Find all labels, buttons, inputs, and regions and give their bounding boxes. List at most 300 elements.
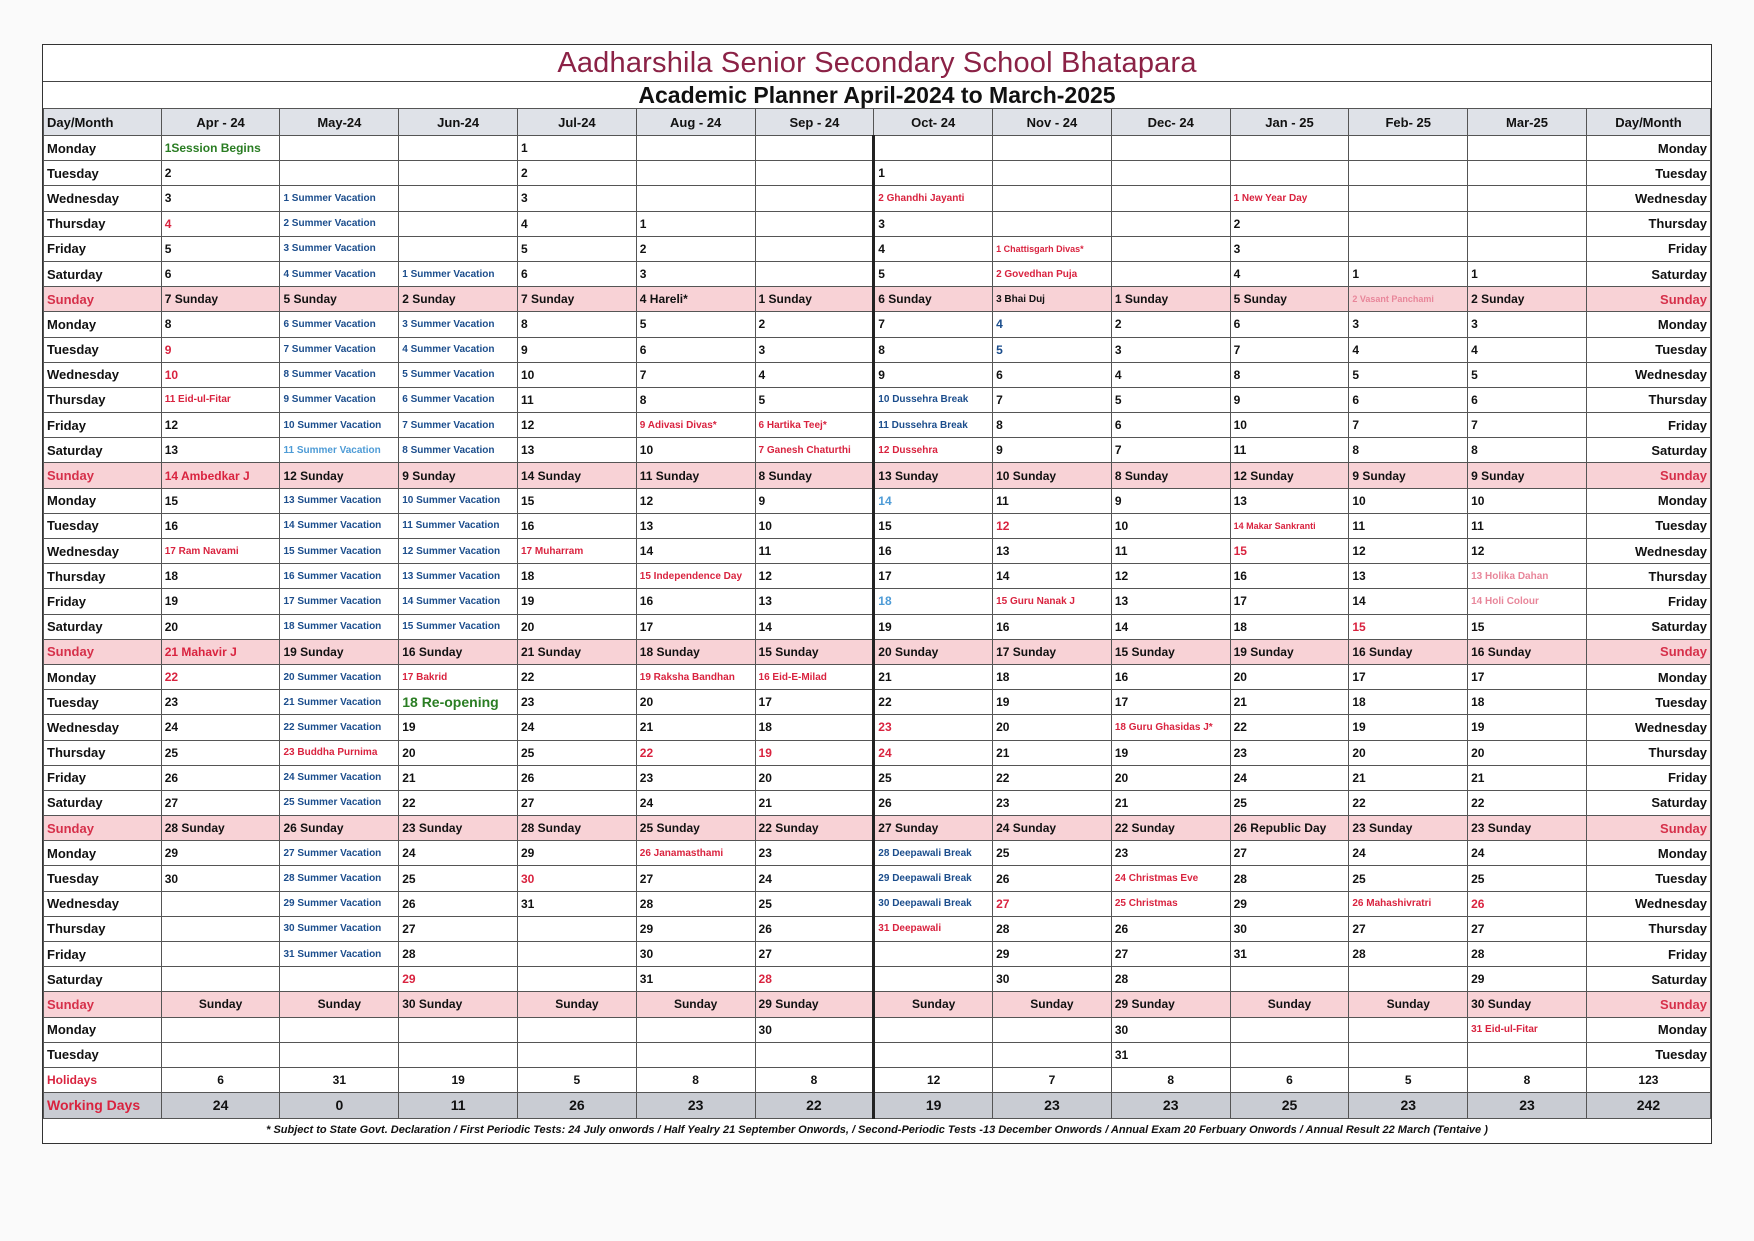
day-cell: [636, 136, 755, 161]
day-cell: 28 Sunday: [161, 816, 280, 841]
day-cell: 28 Deepawali Break: [874, 841, 993, 866]
day-cell: 3 Bhai Duj: [993, 287, 1112, 312]
school-title: Aadharshila Senior Secondary School Bhatapara: [43, 45, 1711, 82]
day-cell: 31 Deepawali: [874, 916, 993, 941]
day-cell: 30: [1111, 1017, 1230, 1042]
day-cell: 7: [1468, 413, 1587, 438]
day-cell: [1111, 136, 1230, 161]
header-row: [44, 109, 1711, 136]
day-cell: 26: [755, 916, 874, 941]
day-cell: 11 Summer Vacation: [399, 513, 518, 538]
day-cell: 9: [755, 488, 874, 513]
day-cell: 31 Eid-ul-Fitar: [1468, 1017, 1587, 1042]
planner-row: [44, 337, 1711, 362]
day-cell: 12: [1349, 539, 1468, 564]
day-cell: 23: [1230, 740, 1349, 765]
day-cell: 30: [1230, 916, 1349, 941]
day-cell: 19: [993, 690, 1112, 715]
day-label-right: Thursday: [1586, 564, 1710, 589]
day-cell: 5: [1111, 387, 1230, 412]
day-cell: 7 Ganesh Chaturthi: [755, 438, 874, 463]
working-days-row-label: Working Days: [44, 1092, 162, 1118]
day-cell: 9 Summer Vacation: [280, 387, 399, 412]
day-cell: 8: [1468, 438, 1587, 463]
day-cell: 17: [1111, 690, 1230, 715]
planner-row: [44, 136, 1711, 161]
day-cell: [399, 186, 518, 211]
day-cell: 15: [518, 488, 637, 513]
day-cell: 21: [993, 740, 1112, 765]
day-cell: 26: [993, 866, 1112, 891]
day-cell: 23 Sunday: [1468, 816, 1587, 841]
day-label-right: Tuesday: [1586, 513, 1710, 538]
day-cell: [1111, 186, 1230, 211]
day-label-right: Saturday: [1586, 967, 1710, 992]
day-cell: 6: [161, 261, 280, 286]
day-cell: 5: [518, 236, 637, 261]
planner-row: [44, 1042, 1711, 1067]
day-cell: 12: [1468, 539, 1587, 564]
planner-row: [44, 639, 1711, 664]
day-cell: 31: [636, 967, 755, 992]
planner-row: [44, 161, 1711, 186]
day-label: Wednesday: [44, 715, 162, 740]
day-cell: 21: [399, 765, 518, 790]
planner-row: [44, 740, 1711, 765]
day-label-right: Saturday: [1586, 790, 1710, 815]
working-days-row-value: 24: [161, 1092, 280, 1118]
day-label-right: Monday: [1586, 312, 1710, 337]
month-header: Aug - 24: [636, 109, 755, 136]
day-cell: [399, 1042, 518, 1067]
holidays-row-value: 8: [755, 1067, 874, 1092]
holidays-row-value: 5: [1349, 1067, 1468, 1092]
day-cell: 1 Chattisgarh Divas*: [993, 236, 1112, 261]
day-cell: [1111, 261, 1230, 286]
month-header: Dec- 24: [1111, 109, 1230, 136]
day-cell: 14: [755, 614, 874, 639]
day-cell: 14 Summer Vacation: [280, 513, 399, 538]
day-cell: 12: [161, 413, 280, 438]
day-label: Saturday: [44, 261, 162, 286]
day-cell: 17 Ram Navami: [161, 539, 280, 564]
planner-row: [44, 715, 1711, 740]
day-cell: 7: [993, 387, 1112, 412]
day-cell: 18: [161, 564, 280, 589]
day-cell: [399, 211, 518, 236]
day-cell: 10: [518, 362, 637, 387]
day-cell: 21: [1111, 790, 1230, 815]
day-label: Wednesday: [44, 891, 162, 916]
day-cell: 7: [1349, 413, 1468, 438]
day-cell: 1Session Begins: [161, 136, 280, 161]
day-cell: 16 Summer Vacation: [280, 564, 399, 589]
day-cell: 8: [518, 312, 637, 337]
day-cell: 13: [636, 513, 755, 538]
day-cell: 28 Sunday: [518, 816, 637, 841]
day-cell: 23: [518, 690, 637, 715]
day-cell: 27: [755, 942, 874, 967]
day-cell: 8 Summer Vacation: [399, 438, 518, 463]
day-cell: 26 Janamasthami: [636, 841, 755, 866]
day-cell: [1230, 967, 1349, 992]
day-label-right: Saturday: [1586, 438, 1710, 463]
day-cell: 4: [518, 211, 637, 236]
day-label-right: Friday: [1586, 589, 1710, 614]
day-cell: 1: [1468, 261, 1587, 286]
day-cell: 16: [161, 513, 280, 538]
day-cell: 4: [755, 362, 874, 387]
day-cell: 17 Summer Vacation: [280, 589, 399, 614]
day-cell: 27: [1111, 942, 1230, 967]
day-cell: 5 Sunday: [280, 287, 399, 312]
day-cell: [1111, 236, 1230, 261]
day-cell: 29 Sunday: [1111, 992, 1230, 1017]
planner-row: [44, 287, 1711, 312]
day-label-right: Saturday: [1586, 614, 1710, 639]
day-cell: [280, 161, 399, 186]
day-cell: 29: [1468, 967, 1587, 992]
planner-row: [44, 841, 1711, 866]
planner-row: [44, 438, 1711, 463]
day-cell: 20: [755, 765, 874, 790]
day-cell: [1230, 1017, 1349, 1042]
day-cell: 26: [874, 790, 993, 815]
working-days-row-value: 19: [874, 1092, 993, 1118]
day-cell: 21: [755, 790, 874, 815]
day-cell: 26 Sunday: [280, 816, 399, 841]
day-cell: 24 Sunday: [993, 816, 1112, 841]
day-cell: 30 Deepawali Break: [874, 891, 993, 916]
day-label: Thursday: [44, 740, 162, 765]
day-cell: 3: [161, 186, 280, 211]
day-cell: [1230, 161, 1349, 186]
day-cell: 30: [993, 967, 1112, 992]
day-cell: 13: [755, 589, 874, 614]
day-label-right: Sunday: [1586, 992, 1710, 1017]
day-cell: 23: [636, 765, 755, 790]
day-cell: [1349, 1042, 1468, 1067]
day-cell: 5: [874, 261, 993, 286]
day-cell: 16 Sunday: [1349, 639, 1468, 664]
header-day-month-left: Day/Month: [44, 109, 162, 136]
day-cell: 13 Sunday: [874, 463, 993, 488]
day-cell: 7 Sunday: [518, 287, 637, 312]
day-label-right: Friday: [1586, 413, 1710, 438]
working-days-row-value: 23: [1349, 1092, 1468, 1118]
day-cell: 21: [1349, 765, 1468, 790]
day-cell: [161, 1042, 280, 1067]
day-cell: 22 Summer Vacation: [280, 715, 399, 740]
day-label-right: Tuesday: [1586, 337, 1710, 362]
day-cell: 27: [636, 866, 755, 891]
day-cell: 18 Guru Ghasidas J*: [1111, 715, 1230, 740]
working-days-row-value: 22: [755, 1092, 874, 1118]
day-cell: 10 Dussehra Break: [874, 387, 993, 412]
day-cell: 9: [1111, 488, 1230, 513]
day-cell: 10: [1349, 488, 1468, 513]
day-cell: 24 Christmas Eve: [1111, 866, 1230, 891]
day-cell: 7 Summer Vacation: [399, 413, 518, 438]
day-cell: [636, 161, 755, 186]
day-cell: 21: [1230, 690, 1349, 715]
day-label: Saturday: [44, 614, 162, 639]
day-cell: 23 Sunday: [1349, 816, 1468, 841]
planner-row: [44, 362, 1711, 387]
day-cell: [755, 186, 874, 211]
day-cell: 31: [1111, 1042, 1230, 1067]
day-cell: 1: [874, 161, 993, 186]
day-cell: 15 Summer Vacation: [399, 614, 518, 639]
day-cell: 16: [518, 513, 637, 538]
day-label: Thursday: [44, 387, 162, 412]
day-cell: 5 Sunday: [1230, 287, 1349, 312]
day-cell: 3: [1111, 337, 1230, 362]
day-cell: 12 Summer Vacation: [399, 539, 518, 564]
month-header: Apr - 24: [161, 109, 280, 136]
day-cell: [399, 136, 518, 161]
day-cell: 22: [993, 765, 1112, 790]
planner-body: [44, 136, 1711, 1119]
day-cell: 6: [1111, 413, 1230, 438]
working-days-row-value: 23: [1111, 1092, 1230, 1118]
day-cell: 5: [636, 312, 755, 337]
day-cell: 17: [1349, 664, 1468, 689]
day-label: Friday: [44, 589, 162, 614]
working-days-row-total: 242: [1586, 1092, 1710, 1118]
day-cell: 1 Summer Vacation: [280, 186, 399, 211]
day-cell: 22: [636, 740, 755, 765]
day-cell: 13 Holika Dahan: [1468, 564, 1587, 589]
month-header: Mar-25: [1468, 109, 1587, 136]
holidays-row-value: 19: [399, 1067, 518, 1092]
day-cell: [161, 967, 280, 992]
day-label: Wednesday: [44, 186, 162, 211]
day-cell: 28: [636, 891, 755, 916]
day-cell: 6: [518, 261, 637, 286]
day-cell: 26: [518, 765, 637, 790]
day-cell: [993, 161, 1112, 186]
day-cell: 25: [1349, 866, 1468, 891]
day-cell: [993, 1042, 1112, 1067]
day-cell: 9: [518, 337, 637, 362]
day-cell: 13: [1349, 564, 1468, 589]
day-cell: 2 Sunday: [399, 287, 518, 312]
day-cell: 4: [993, 312, 1112, 337]
day-cell: 5: [993, 337, 1112, 362]
day-cell: 1: [636, 211, 755, 236]
day-cell: [993, 186, 1112, 211]
day-label: Tuesday: [44, 337, 162, 362]
day-cell: 6 Sunday: [874, 287, 993, 312]
day-cell: 22: [874, 690, 993, 715]
day-cell: 17: [755, 690, 874, 715]
day-cell: 20: [518, 614, 637, 639]
day-cell: [755, 161, 874, 186]
day-cell: 18 Summer Vacation: [280, 614, 399, 639]
day-cell: 24: [1349, 841, 1468, 866]
day-cell: 22 Sunday: [1111, 816, 1230, 841]
day-cell: 25: [993, 841, 1112, 866]
day-cell: 13: [1230, 488, 1349, 513]
day-cell: [993, 136, 1112, 161]
day-cell: 1 Summer Vacation: [399, 261, 518, 286]
month-header: Nov - 24: [993, 109, 1112, 136]
day-cell: 28: [399, 942, 518, 967]
planner-row: [44, 1017, 1711, 1042]
day-cell: 13: [993, 539, 1112, 564]
day-cell: [755, 261, 874, 286]
day-cell: 21: [1468, 765, 1587, 790]
day-cell: 12: [993, 513, 1112, 538]
planner-row: [44, 463, 1711, 488]
day-cell: 20 Sunday: [874, 639, 993, 664]
day-cell: 7 Sunday: [161, 287, 280, 312]
day-cell: 17 Sunday: [993, 639, 1112, 664]
day-cell: 29 Sunday: [755, 992, 874, 1017]
day-cell: [1349, 236, 1468, 261]
day-cell: 25: [518, 740, 637, 765]
day-cell: 28: [993, 916, 1112, 941]
day-cell: 9 Sunday: [1349, 463, 1468, 488]
day-cell: 28: [755, 967, 874, 992]
day-cell: 3: [636, 261, 755, 286]
day-label-right: Friday: [1586, 236, 1710, 261]
planner-row: [44, 891, 1711, 916]
day-label-right: Friday: [1586, 942, 1710, 967]
day-cell: 16 Sunday: [399, 639, 518, 664]
day-cell: 15 Independence Day: [636, 564, 755, 589]
day-label-right: Tuesday: [1586, 866, 1710, 891]
day-cell: 15 Sunday: [1111, 639, 1230, 664]
day-cell: [518, 942, 637, 967]
day-cell: [1111, 161, 1230, 186]
day-cell: 18 Sunday: [636, 639, 755, 664]
day-cell: [1468, 1042, 1587, 1067]
day-cell: 2 Ghandhi Jayanti: [874, 186, 993, 211]
day-label-right: Sunday: [1586, 639, 1710, 664]
day-cell: 27: [1349, 916, 1468, 941]
day-cell: 25: [161, 740, 280, 765]
day-cell: 30 Sunday: [1468, 992, 1587, 1017]
day-cell: 18 Re-opening: [399, 690, 518, 715]
day-cell: 11 Eid-ul-Fitar: [161, 387, 280, 412]
day-cell: 3: [1349, 312, 1468, 337]
day-cell: 1 Sunday: [1111, 287, 1230, 312]
day-cell: 2: [1111, 312, 1230, 337]
day-cell: 11: [755, 539, 874, 564]
day-cell: 2: [161, 161, 280, 186]
working-days-row-value: 26: [518, 1092, 637, 1118]
day-cell: 7 Summer Vacation: [280, 337, 399, 362]
day-cell: [874, 942, 993, 967]
planner-row: [44, 564, 1711, 589]
day-cell: 2 Sunday: [1468, 287, 1587, 312]
day-cell: 18: [518, 564, 637, 589]
day-cell: [1349, 186, 1468, 211]
day-cell: 7: [636, 362, 755, 387]
day-label: Friday: [44, 236, 162, 261]
day-label-right: Sunday: [1586, 816, 1710, 841]
month-header: Jun-24: [399, 109, 518, 136]
day-cell: 20: [1111, 765, 1230, 790]
day-cell: 24: [1230, 765, 1349, 790]
working-days-row-value: 25: [1230, 1092, 1349, 1118]
day-cell: 11 Sunday: [636, 463, 755, 488]
day-cell: 4: [1468, 337, 1587, 362]
day-label: Monday: [44, 488, 162, 513]
day-cell: 28: [1230, 866, 1349, 891]
day-cell: 16 Sunday: [1468, 639, 1587, 664]
day-cell: 12: [1111, 564, 1230, 589]
day-cell: [399, 1017, 518, 1042]
day-label: Friday: [44, 413, 162, 438]
day-cell: [399, 161, 518, 186]
planner-row: [44, 413, 1711, 438]
day-cell: [874, 136, 993, 161]
day-cell: 19: [755, 740, 874, 765]
day-cell: 15: [1468, 614, 1587, 639]
day-cell: [1468, 136, 1587, 161]
planner-title: Academic Planner April-2024 to March-2025: [638, 82, 1116, 108]
holidays-row-value: 31: [280, 1067, 399, 1092]
day-cell: 8 Sunday: [1111, 463, 1230, 488]
day-cell: 10: [161, 362, 280, 387]
day-cell: 15: [1349, 614, 1468, 639]
day-cell: [874, 1042, 993, 1067]
day-cell: 6 Summer Vacation: [280, 312, 399, 337]
planner-row: [44, 312, 1711, 337]
day-cell: 26 Mahashivratri: [1349, 891, 1468, 916]
day-cell: 18: [1349, 690, 1468, 715]
day-cell: 24: [399, 841, 518, 866]
day-cell: 3: [518, 186, 637, 211]
day-cell: 6 Summer Vacation: [399, 387, 518, 412]
day-cell: 12 Dussehra: [874, 438, 993, 463]
day-label: Wednesday: [44, 539, 162, 564]
day-cell: 1 Sunday: [755, 287, 874, 312]
day-cell: 23 Sunday: [399, 816, 518, 841]
day-cell: 8: [636, 387, 755, 412]
day-cell: 6: [1468, 387, 1587, 412]
day-cell: 8: [1230, 362, 1349, 387]
day-cell: 12: [636, 488, 755, 513]
day-cell: 29: [399, 967, 518, 992]
day-cell: 20: [1230, 664, 1349, 689]
day-cell: 14 Makar Sankranti: [1230, 513, 1349, 538]
planner-row: [44, 765, 1711, 790]
footnote: * Subject to State Govt. Declaration / First Periodic Tests: 24 July onwords / Half Yealry 21 September Onwords, / Second-Periodic Tests -13 December Onwords / Annual Exam 20 Ferbuary Onwords / Annual Result 22 March (Tentaive ): [266, 1123, 1488, 1136]
planner-row: [44, 589, 1711, 614]
day-cell: [636, 1042, 755, 1067]
day-cell: 27 Summer Vacation: [280, 841, 399, 866]
day-cell: 1 New Year Day: [1230, 186, 1349, 211]
day-cell: 4 Summer Vacation: [280, 261, 399, 286]
day-label-right: Tuesday: [1586, 1042, 1710, 1067]
day-cell: 11: [1468, 513, 1587, 538]
day-cell: 5: [1468, 362, 1587, 387]
day-cell: 19: [518, 589, 637, 614]
day-cell: 19: [399, 715, 518, 740]
day-cell: 15 Guru Nanak J: [993, 589, 1112, 614]
day-cell: 10: [1111, 513, 1230, 538]
day-cell: 10: [1468, 488, 1587, 513]
day-cell: 30: [636, 942, 755, 967]
planner-row: [44, 790, 1711, 815]
day-cell: 23: [993, 790, 1112, 815]
planner-row: [44, 513, 1711, 538]
day-cell: 15: [1230, 539, 1349, 564]
